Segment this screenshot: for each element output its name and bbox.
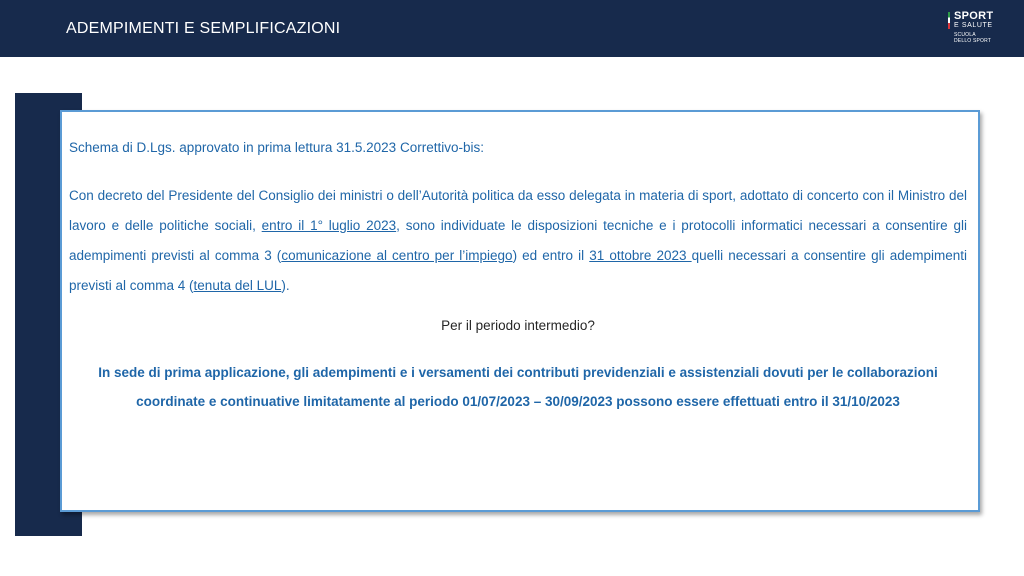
logo-line-scuola xyxy=(954,32,991,44)
employment-center-underlined: comunicazione al centro per l’impiego xyxy=(281,248,513,263)
header-bar xyxy=(0,0,1024,57)
logo-line-sport: SPORT xyxy=(954,10,994,22)
answer-paragraph: In sede di prima applicazione, gli adempimenti e i versamenti dei contributi previdenziali e assistenziali dovuti per le collaborazioni coordinate e continuative limitatamente al periodo 01/07/2023 – 30/09/2023 possono essere effettuati entro il 31/10/2023 xyxy=(98,365,938,409)
decree-paragraph xyxy=(69,181,967,301)
logo-line-salute: E SALUTE xyxy=(954,22,993,29)
paragraph-text-4: quelli necessari a consentire gli adempimenti previsti al comma 4 ( xyxy=(69,248,967,293)
content-box xyxy=(60,110,980,512)
paragraph-text-1: Con decreto del Presidente del Consiglio dei ministri o dell’Autorità politica da esso delegata in materia di sport, adottato di concerto con il Ministro del lavoro e delle politiche sociali, xyxy=(69,188,967,233)
lul-underlined: tenuta del LUL xyxy=(193,278,282,293)
paragraph-text-3: ) ed entro il xyxy=(512,248,590,263)
deadline-july-underlined: entro il 1° luglio 2023 xyxy=(261,218,397,233)
question-text: Per il periodo intermedio? xyxy=(441,318,595,333)
slide-title: ADEMPIMENTI E SEMPLIFICAZIONI xyxy=(66,20,341,37)
intro-text: Schema di D.Lgs. approvato in prima lettura 31.5.2023 Correttivo-bis: xyxy=(69,140,484,155)
italian-flag-icon xyxy=(948,12,950,29)
logo-line-scuola-1: SCUOLA xyxy=(954,32,976,38)
deadline-october-underlined: 31 ottobre 2023 xyxy=(589,248,692,263)
paragraph-text-2: , sono individuate le disposizioni tecniche e i protocolli informatici necessari a consentire gli adempimenti previsti al comma 3 ( xyxy=(69,218,967,263)
paragraph-text-5: ). xyxy=(281,278,290,293)
logo-line-scuola-2: DELLO SPORT xyxy=(954,38,992,44)
